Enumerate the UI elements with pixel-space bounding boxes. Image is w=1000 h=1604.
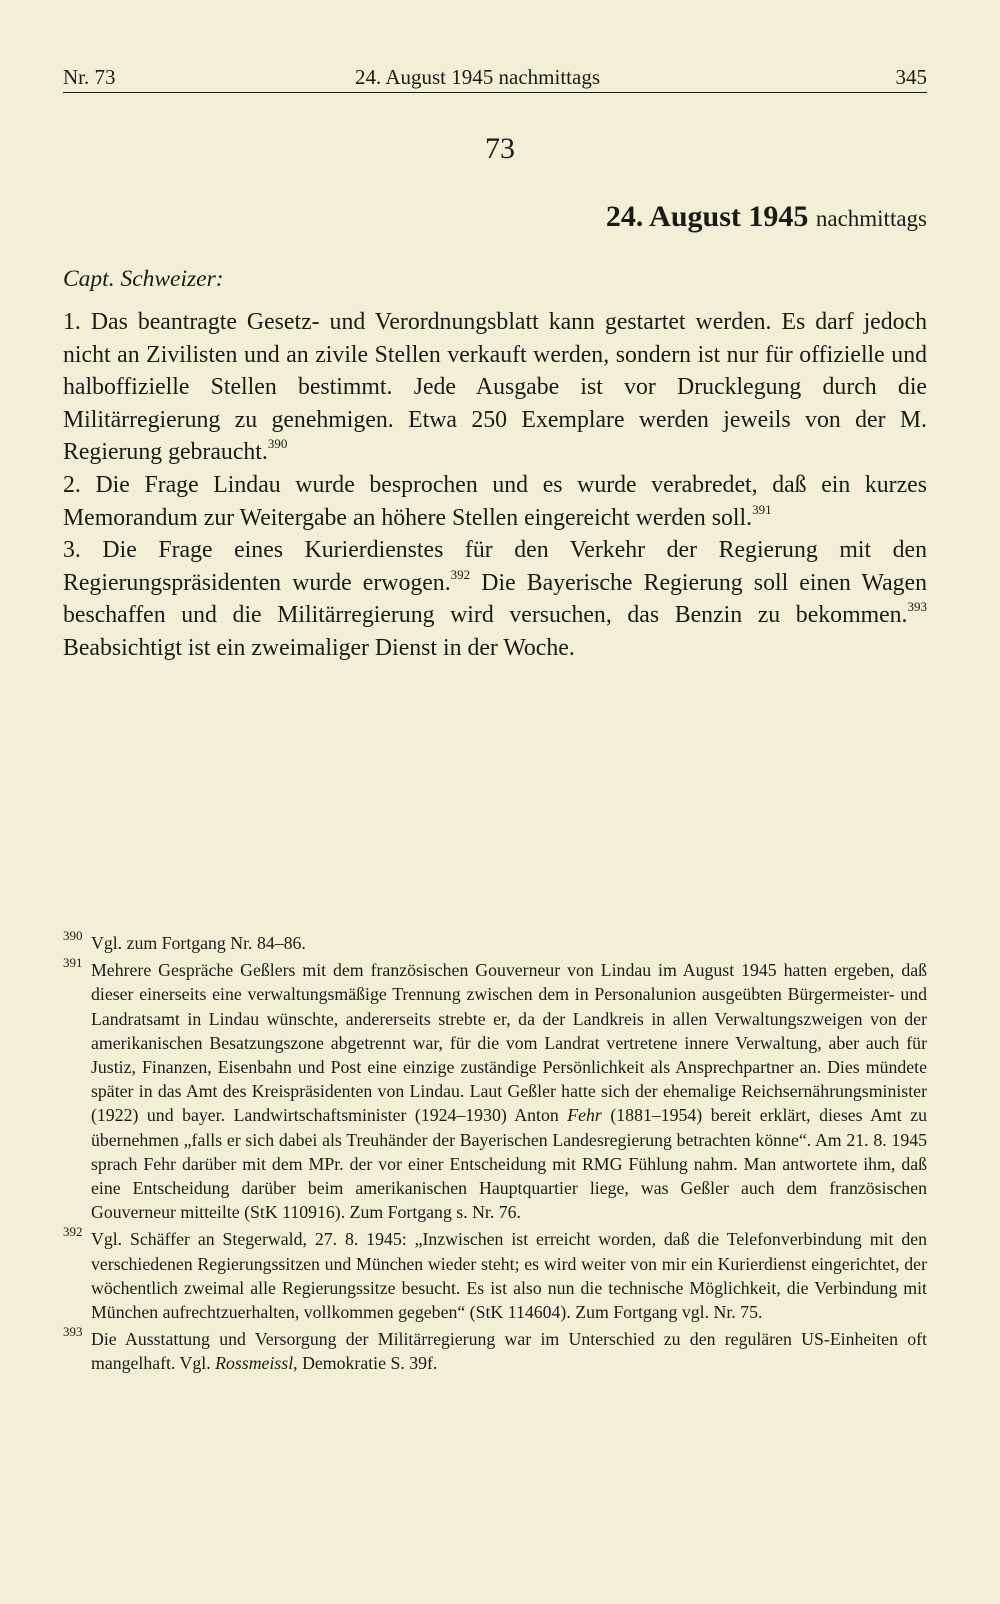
footnote-391 xyxy=(63,955,927,1224)
footnote-text xyxy=(91,1327,927,1375)
paragraph-3-text-a: 3. Die Frage eines Kurierdienstes für den Verkehr der Regierung mit den Regierungspräsidenten wurde erwogen. xyxy=(63,537,927,596)
date-heading-suffix: nachmittags xyxy=(815,206,927,231)
footnote-text xyxy=(91,958,927,1224)
footnote-number: 391 xyxy=(63,955,83,971)
footnote-text: Vgl. Schäffer an Stegerwald, 27. 8. 1945: „Inzwischen ist erreicht worden, daß die Telefonverbindung mit den verschiedenen Regierungssitzen und München wieder steht; es wird weiter von mir ein Kurierdienst eingerichtet, der wöchentlich zweimal alle Regierungssitze besucht. Es ist also nun die technische Möglichkeit, die Verbindung mit München aufrechtzuerhalten, vollkommen gegeben“ (StK 114604). Zum Fortgang vgl. Nr. 75. xyxy=(91,1229,927,1323)
footnote-text: Vgl. zum Fortgang Nr. 84–86. xyxy=(91,933,306,953)
footnote-ref-390[interactable]: 390 xyxy=(267,436,288,452)
footnote-text-part: , Demokratie S. 39f. xyxy=(293,1353,438,1374)
footnote-number: 393 xyxy=(63,1324,83,1340)
date-heading xyxy=(606,200,927,234)
footnote-ref-391[interactable]: 391 xyxy=(752,501,772,517)
header-date: 24. August 1945 nachmittags xyxy=(355,65,600,89)
paragraph-3-text-c: Beabsichtigt ist ein zweimaliger Dienst in der Woche. xyxy=(63,634,575,661)
page-number: 345 xyxy=(895,65,927,89)
paragraph-1-text: 1. Das beantragte Gesetz- und Verordnungsblatt kann gestartet werden. Es darf jedoch nicht an Zivilisten und an zivile Stellen verkauft werden, sondern ist nur für offizielle und halboffizielle Stellen bestimmt. Jede Ausgabe ist vor Drucklegung durch die Militärregierung zu genehmigen. Etwa 250 Exemplare werden jeweils von der M. Regierung gebraucht. xyxy=(63,309,927,466)
footnote-text-part: (1881–1954) bereit erklärt, dieses Amt zu übernehmen „falls er sich dabei als Treuhänder der Bayerischen Landesregierung betrachten könne“. Am 21. 8. 1945 sprach Fehr darüber mit dem MPr. der vor einer Entscheidung mit RMG Fühlung nahm. Man antwortete ihm, daß eine Entscheidung darüber beim amerikanischen Hauptquartier liege, was Geßler auch dem französischen Gouverneur mitteilte (StK 110916). Zum Fortgang s. Nr. 76. xyxy=(91,1105,927,1223)
paragraph-1 xyxy=(63,306,927,469)
speaker-label: Capt. Schweizer: xyxy=(63,266,224,292)
minutes-body xyxy=(63,306,927,665)
paragraph-3-text-b: Die Bayerische Regierung soll einen Wagen beschaffen und die Militärregierung wird versuchen, das Benzin zu bekommen. xyxy=(63,569,927,629)
footnotes xyxy=(63,928,927,1379)
paragraph-3 xyxy=(63,534,927,664)
footnote-number: 390 xyxy=(63,928,83,943)
running-head xyxy=(63,62,927,93)
paragraph-2-text: 2. Die Frage Lindau wurde besprochen und es wurde verabredet, daß ein kurzes Memorandum zur Weitergabe an höhere Stellen eingereicht werden soll. xyxy=(63,471,927,531)
paragraph-2 xyxy=(63,469,927,534)
footnote-number: 392 xyxy=(63,1224,83,1240)
footnote-text-part: Die Ausstattung und Versorgung der Militärregierung war im Unterschied zu den regulären US-Einheiten oft mangelhaft. Vgl. xyxy=(91,1329,927,1374)
footnote-393 xyxy=(63,1324,927,1375)
footnote-text-part: Mehrere Gespräche Geßlers mit dem französischen Gouverneur von Lindau im August 1945 hatten ergeben, daß dieser einerseits eine verwaltungsmäßige Trennung zwischen dem in Personalunion ausgeübten Bürgermeister- und Landratsamt in Lindau wünschte, andererseits strebte er, da der Landkreis in allen Verwaltungszweigen von der amerikanischen Besatzungszone abgetrennt war, für die vom Landrat vertretene innere Verwaltung, aber auch für Justiz, Finanzen, Eisenbahn und Post eine einzige zuständige Persönlichkeit als Ansprechpartner an. Dies mündete später in das Amt des Kreispräsidenten von Lindau. Laut Geßler hatte sich der ehemalige Reichsernährungsminister (1922) und bayer. Landwirtschaftsminister (1924–1930) Anton xyxy=(91,960,927,1126)
footnote-390 xyxy=(63,928,927,955)
document-number: 73 xyxy=(485,132,515,165)
footnote-ref-392[interactable]: 392 xyxy=(450,566,471,582)
date-heading-date: 24. August 1945 xyxy=(605,200,809,233)
footnote-ref-393[interactable]: 393 xyxy=(907,599,927,615)
author-name: Rossmeissl xyxy=(215,1353,294,1374)
document-number-header: Nr. 73 xyxy=(63,65,116,89)
footnote-392 xyxy=(63,1224,927,1324)
person-name: Fehr xyxy=(567,1105,602,1126)
